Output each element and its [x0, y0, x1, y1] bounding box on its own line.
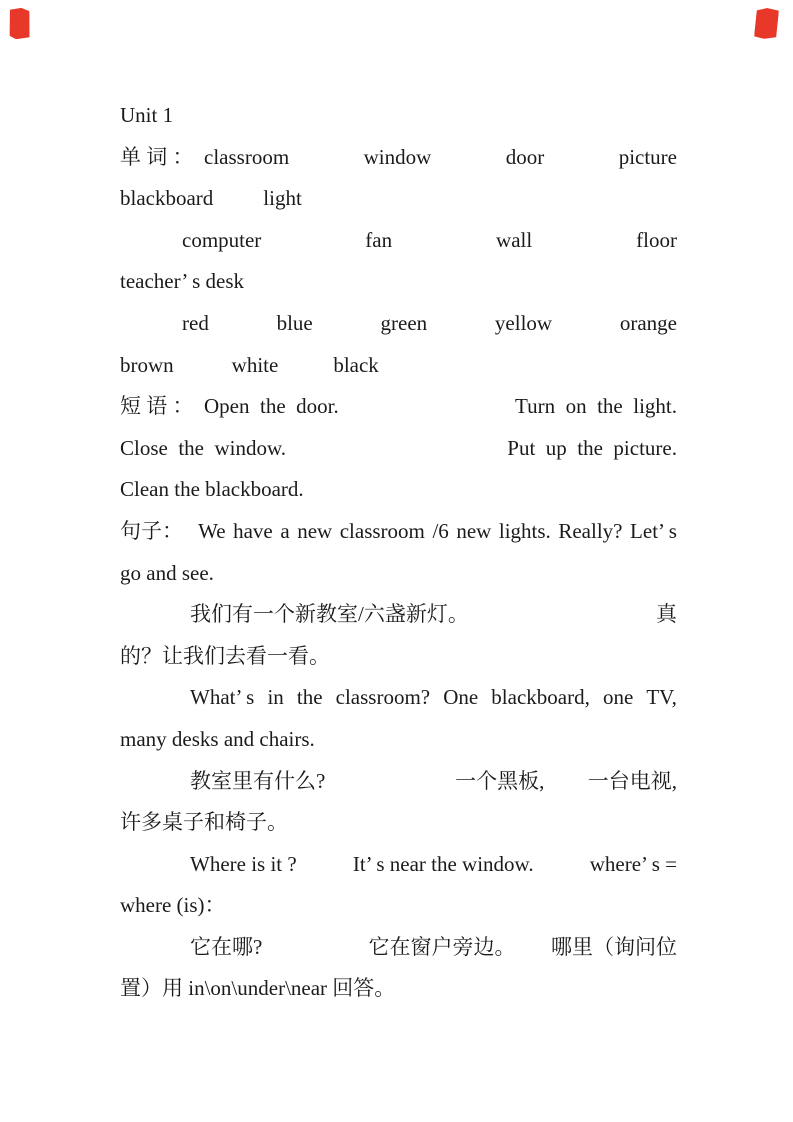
text-segment: 我们有一个新教室/六盏新灯。 — [190, 602, 469, 627]
text-line — [120, 261, 677, 303]
text-segment: blue — [276, 310, 313, 335]
text-segment: new — [456, 518, 492, 543]
text-segment: It’ s near the window. — [352, 851, 534, 876]
text-segment: one — [602, 685, 634, 710]
text-segment: Really? — [558, 518, 623, 543]
text-segment: the — [296, 685, 323, 710]
text-segment: have — [233, 518, 273, 543]
text-line — [120, 844, 677, 886]
text-segment: blackboard, — [491, 685, 590, 710]
text-line — [120, 220, 677, 262]
text-segment: 真 — [656, 602, 677, 627]
text-segment: 句子： — [120, 518, 183, 543]
text-segment: Where is it ? — [190, 851, 297, 876]
text-segment: new — [297, 518, 333, 543]
text-line — [120, 95, 677, 137]
text-segment: Turn on the light. — [515, 394, 677, 419]
text-segment: Close the window. — [120, 435, 287, 460]
text-line — [120, 761, 677, 803]
text-segment: in — [267, 685, 284, 710]
text-segment: many desks and chairs. — [120, 726, 315, 751]
text-segment: 单 词 ： classroom — [120, 144, 290, 169]
text-segment: a — [280, 518, 290, 543]
text-segment: 短 语 ： Open the door. — [120, 394, 339, 419]
text-segment: One — [443, 685, 479, 710]
text-line — [120, 677, 677, 719]
text-segment: where (is)： — [120, 893, 226, 918]
text-segment: computer — [182, 227, 262, 252]
text-segment: blackboard — [120, 186, 214, 211]
text-segment: fan — [365, 227, 393, 252]
text-segment: green — [380, 310, 428, 335]
text-segment: light — [263, 186, 302, 211]
text-segment: 一个黑板, — [455, 768, 545, 793]
text-line — [120, 636, 677, 678]
text-line — [120, 428, 677, 470]
text-segment: Unit 1 — [120, 103, 174, 127]
text-segment: 它在窗户旁边。 — [368, 934, 516, 959]
red-ink-mark-top-left — [8, 7, 31, 39]
text-segment: floor — [636, 227, 677, 252]
text-segment: 的？让我们去看一看。 — [120, 643, 330, 668]
text-line — [120, 469, 677, 511]
text-segment: classroom? — [335, 685, 431, 710]
text-segment: red — [182, 310, 209, 335]
text-segment: orange — [619, 310, 677, 335]
text-segment: 许多桌子和椅子。 — [120, 810, 288, 835]
text-segment: 教室里有什么? — [190, 768, 326, 793]
text-segment: lights. — [498, 518, 551, 543]
text-segment: white — [231, 352, 279, 377]
text-line — [120, 511, 677, 553]
text-segment: brown — [120, 352, 174, 377]
text-line — [120, 178, 677, 220]
text-segment: Put up the picture. — [507, 435, 677, 460]
text-segment: 一台电视, — [587, 768, 677, 793]
text-segment: 哪里（询问位 — [550, 934, 677, 959]
text-segment: black — [333, 352, 379, 377]
text-segment: go and see. — [120, 560, 214, 585]
text-segment: classroom — [339, 518, 425, 543]
text-segment: /6 — [432, 518, 449, 543]
text-segment: yellow — [494, 310, 553, 335]
text-segment: Clean the blackboard. — [120, 477, 304, 502]
text-segment: window — [363, 144, 432, 169]
text-line — [120, 885, 677, 927]
text-line — [120, 345, 677, 387]
text-segment: teacher’ s desk — [120, 269, 244, 294]
text-segment: 它在哪? — [190, 934, 263, 959]
text-segment: We — [198, 518, 226, 543]
text-segment: What’ s — [190, 685, 255, 710]
text-segment: TV, — [646, 685, 677, 710]
text-segment: picture — [618, 144, 677, 169]
text-segment: door — [505, 144, 545, 169]
text-line — [120, 719, 677, 761]
text-line — [120, 927, 677, 969]
text-line — [120, 802, 677, 844]
text-line — [120, 594, 677, 636]
text-segment: Let’ s — [630, 518, 677, 543]
text-line — [120, 303, 677, 345]
red-ink-mark-top-right — [754, 7, 779, 40]
text-line — [120, 968, 677, 1010]
document-content — [120, 95, 677, 1010]
text-line — [120, 553, 677, 595]
text-segment: wall — [496, 227, 533, 252]
text-segment: where’ s = — [589, 851, 677, 876]
text-line — [120, 137, 677, 179]
text-segment: 置）用 in\on\under\near 回答。 — [120, 976, 396, 1001]
text-line — [120, 386, 677, 428]
